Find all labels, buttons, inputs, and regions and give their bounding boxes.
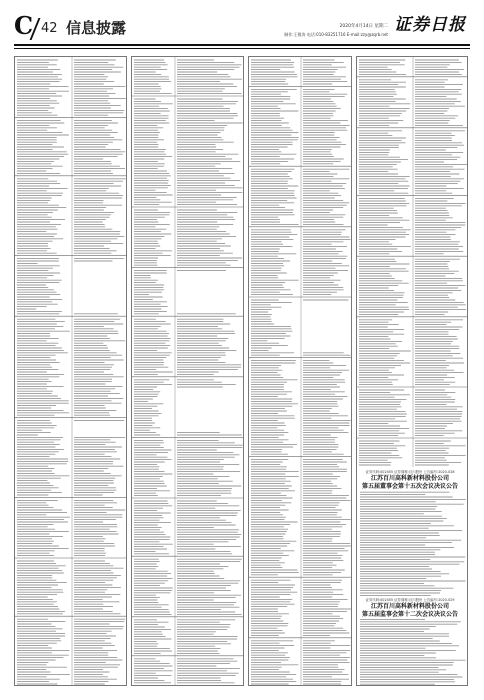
section-name: 信息披露 bbox=[66, 19, 127, 37]
board-notice-header bbox=[358, 470, 462, 491]
notice-company: 江苏百川高科新材料股份公司 bbox=[370, 475, 449, 482]
masthead-rule-thick bbox=[14, 44, 470, 46]
notice-body-text bbox=[360, 492, 466, 684]
table-body bbox=[132, 57, 244, 686]
column-3-table bbox=[249, 57, 352, 686]
editor-contact-line: 制作:王敬涛 电话:010-83251716 E-mail:zzy@zqrb.net bbox=[284, 32, 388, 37]
section-letter: C bbox=[14, 11, 34, 40]
masthead-rule-thin bbox=[14, 48, 470, 49]
column-2 bbox=[131, 56, 244, 686]
column-3 bbox=[248, 56, 352, 686]
table-body bbox=[249, 57, 352, 686]
page-number: 42 bbox=[41, 21, 58, 36]
column-4-table bbox=[357, 57, 468, 686]
column-1-table bbox=[15, 57, 127, 686]
column-1 bbox=[14, 56, 127, 686]
table-body bbox=[357, 57, 468, 467]
newspaper-logo: 证券日报 bbox=[394, 15, 466, 35]
masthead bbox=[0, 0, 484, 48]
notice-company: 江苏百川高科新材料股份公司 bbox=[370, 603, 449, 610]
table-body bbox=[15, 57, 127, 686]
column-2-table bbox=[132, 57, 244, 686]
notice-meta: 证券代码:002455 证券简称:百川股份 公告编号:2020-028 bbox=[365, 470, 455, 474]
supervisory-notice-header bbox=[358, 598, 462, 619]
notice-meta: 证券代码:002455 证券简称:百川股份 公告编号:2020-029 bbox=[365, 598, 455, 602]
column-4 bbox=[356, 56, 468, 686]
notice-title: 第五届监事会第十二次会议决议公告 bbox=[361, 611, 458, 618]
date-line: 2020年4月14日 星期二 bbox=[339, 24, 388, 29]
notice-title: 第五届董事会第十五次会议决议公告 bbox=[361, 483, 458, 490]
